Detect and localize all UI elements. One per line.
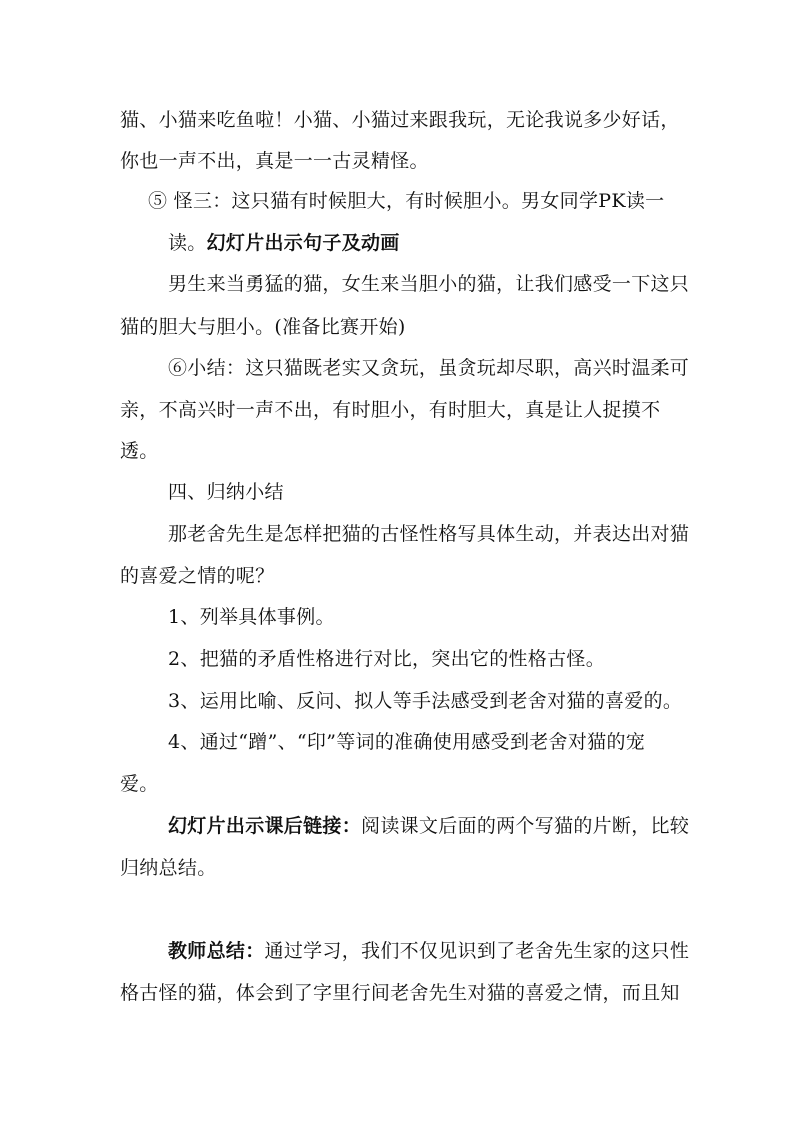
list-item: 4、通过“蹭”、“印”等词的准确使用感受到老舍对猫的宠: [168, 731, 646, 753]
text-run: 读。: [168, 232, 207, 254]
paragraph-line: 爱。: [120, 773, 159, 795]
paragraph-line: 归纳总结。: [120, 857, 217, 879]
text-run: 阅读课文后面的两个写猫的片断，比较: [361, 815, 690, 837]
paragraph-line: 的喜爱之情的呢？: [120, 565, 275, 587]
paragraph-line: 透。: [120, 440, 159, 462]
bold-label: 幻灯片出示课后链接：: [168, 815, 362, 837]
list-item: 1、列举具体事例。: [168, 606, 335, 628]
list-item: 3、运用比喻、反问、拟人等手法感受到老舍对猫的喜爱的。: [168, 690, 683, 712]
bold-label: 教师总结：: [168, 940, 265, 962]
list-item: 2、把猫的矛盾性格进行对比，突出它的性格古怪。: [168, 648, 605, 670]
paragraph-line: ⑥小结：这只猫既老实又贪玩，虽贪玩却尽职，高兴时温柔可: [168, 357, 690, 379]
section-heading: 四、归纳小结: [168, 481, 284, 503]
paragraph-line: 猫、小猫来吃鱼啦！小猫、小猫过来跟我玩，无论我说多少好话，: [120, 109, 680, 131]
paragraph-line: 亲，不高兴时一声不出，有时胆小，有时胆大，真是让人捉摸不: [120, 399, 661, 421]
paragraph-line: 猫的胆大与胆小。(准备比赛开始): [120, 316, 406, 338]
paragraph-line: 格古怪的猫，体会到了字里行间老舍先生对猫的喜爱之情，而且知: [120, 982, 680, 1004]
bold-heading: 幻灯片出示句子及动画: [206, 232, 400, 254]
text-run: 通过学习，我们不仅见识到了老舍先生家的这只性: [264, 940, 690, 962]
paragraph-line: 男生来当勇猛的猫，女生来当胆小的猫，让我们感受一下这只: [168, 273, 690, 295]
paragraph-line: 你也一声不出，真是一一古灵精怪。: [120, 150, 429, 172]
paragraph-line: 那老舍先生是怎样把猫的古怪性格写具体生动，并表达出对猫: [168, 523, 690, 545]
paragraph-line: [168, 230, 400, 256]
paragraph-line: [168, 813, 689, 839]
paragraph-line: [168, 938, 689, 964]
paragraph-line: ⑤ 怪三：这只猫有时候胆大，有时候胆小。男女同学PK读一: [148, 190, 665, 212]
